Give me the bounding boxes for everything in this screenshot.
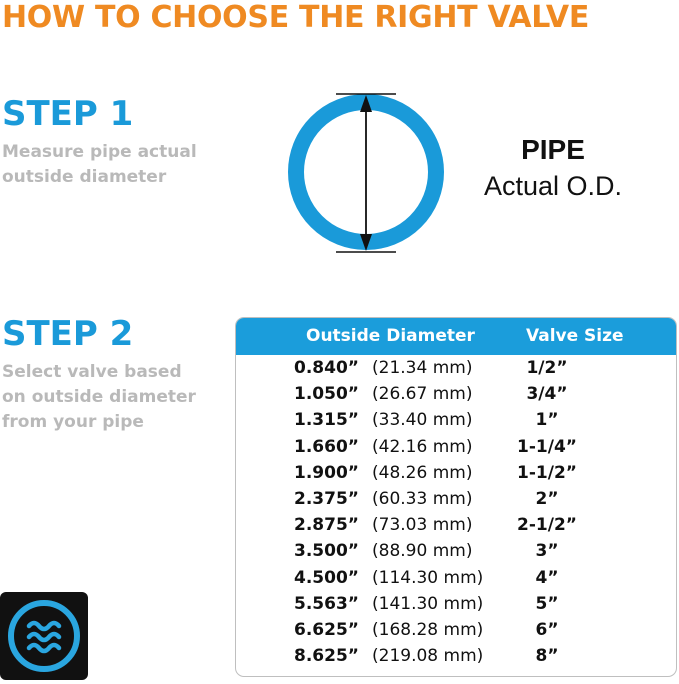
cell-valve-size: 3/4” <box>526 384 568 405</box>
cell-valve-size: 1-1/4” <box>517 436 577 457</box>
cell-valve-size: 8” <box>535 646 559 667</box>
cell-inches: 1.660” <box>294 436 359 457</box>
cell-valve-size: 6” <box>535 619 559 640</box>
cell-mm: (26.67 mm) <box>372 384 473 405</box>
page-title: HOW TO CHOOSE THE RIGHT VALVE <box>2 0 590 35</box>
table-row <box>236 538 676 564</box>
cell-valve-size: 1/2” <box>526 358 568 378</box>
pipe-label <box>460 132 646 204</box>
table-row <box>236 565 676 591</box>
pipe-label-title: PIPE <box>521 134 585 165</box>
step-1-description-line: outside diameter <box>2 167 167 187</box>
cell-inches: 1.315” <box>294 410 359 431</box>
header-outside-diameter: Outside Diameter <box>306 326 475 346</box>
cell-valve-size: 3” <box>535 541 559 562</box>
cell-inches: 8.625” <box>294 646 359 667</box>
cell-mm: (42.16 mm) <box>372 436 473 457</box>
table-row <box>236 512 676 538</box>
cell-valve-size: 5” <box>535 593 559 614</box>
header-valve-size: Valve Size <box>526 326 624 346</box>
table-row <box>236 407 676 433</box>
cell-valve-size: 2-1/2” <box>517 515 577 536</box>
table-row <box>236 355 676 381</box>
cell-inches: 0.840” <box>294 358 359 378</box>
step-2-description-line: on outside diameter <box>2 387 196 407</box>
table-row <box>236 591 676 617</box>
cell-inches: 1.900” <box>294 462 359 483</box>
cell-valve-size: 2” <box>535 488 559 509</box>
cell-inches: 6.625” <box>294 619 359 640</box>
cell-mm: (141.30 mm) <box>372 593 484 614</box>
cell-mm: (168.28 mm) <box>372 619 484 640</box>
cell-inches: 2.375” <box>294 488 359 509</box>
cell-mm: (48.26 mm) <box>372 462 473 483</box>
cell-mm: (219.08 mm) <box>372 646 484 667</box>
step-1-heading: STEP 1 <box>2 94 134 134</box>
table-row <box>236 617 676 643</box>
step-2-description-line: from your pipe <box>2 412 144 432</box>
cell-valve-size: 4” <box>535 567 559 588</box>
pipe-diagram <box>284 88 454 260</box>
table-row <box>236 381 676 407</box>
cell-mm: (88.90 mm) <box>372 541 473 562</box>
table-header <box>236 318 676 355</box>
cell-inches: 3.500” <box>294 541 359 562</box>
cell-mm: (33.40 mm) <box>372 410 473 431</box>
cell-inches: 2.875” <box>294 515 359 536</box>
step-2-heading: STEP 2 <box>2 314 134 354</box>
step-1-description-line: Measure pipe actual <box>2 142 197 162</box>
table-row <box>236 643 676 669</box>
cell-inches: 4.500” <box>294 567 359 588</box>
cell-valve-size: 1” <box>535 410 559 431</box>
table-row <box>236 460 676 486</box>
step-2-description <box>2 360 202 435</box>
cell-inches: 1.050” <box>294 384 359 405</box>
cell-valve-size: 1-1/2” <box>517 462 577 483</box>
step-2-description-line: Select valve based <box>2 362 182 382</box>
cell-mm: (21.34 mm) <box>372 358 473 378</box>
cell-mm: (73.03 mm) <box>372 515 473 536</box>
cell-inches: 5.563” <box>294 593 359 614</box>
table-row <box>236 486 676 512</box>
step-1-description <box>2 140 202 190</box>
brand-logo <box>0 592 88 680</box>
cell-mm: (60.33 mm) <box>372 488 473 509</box>
waves-icon <box>0 592 88 680</box>
valve-size-table <box>235 317 677 677</box>
cell-mm: (114.30 mm) <box>372 567 484 588</box>
pipe-label-subtitle: Actual O.D. <box>483 171 623 201</box>
table-row <box>236 434 676 460</box>
